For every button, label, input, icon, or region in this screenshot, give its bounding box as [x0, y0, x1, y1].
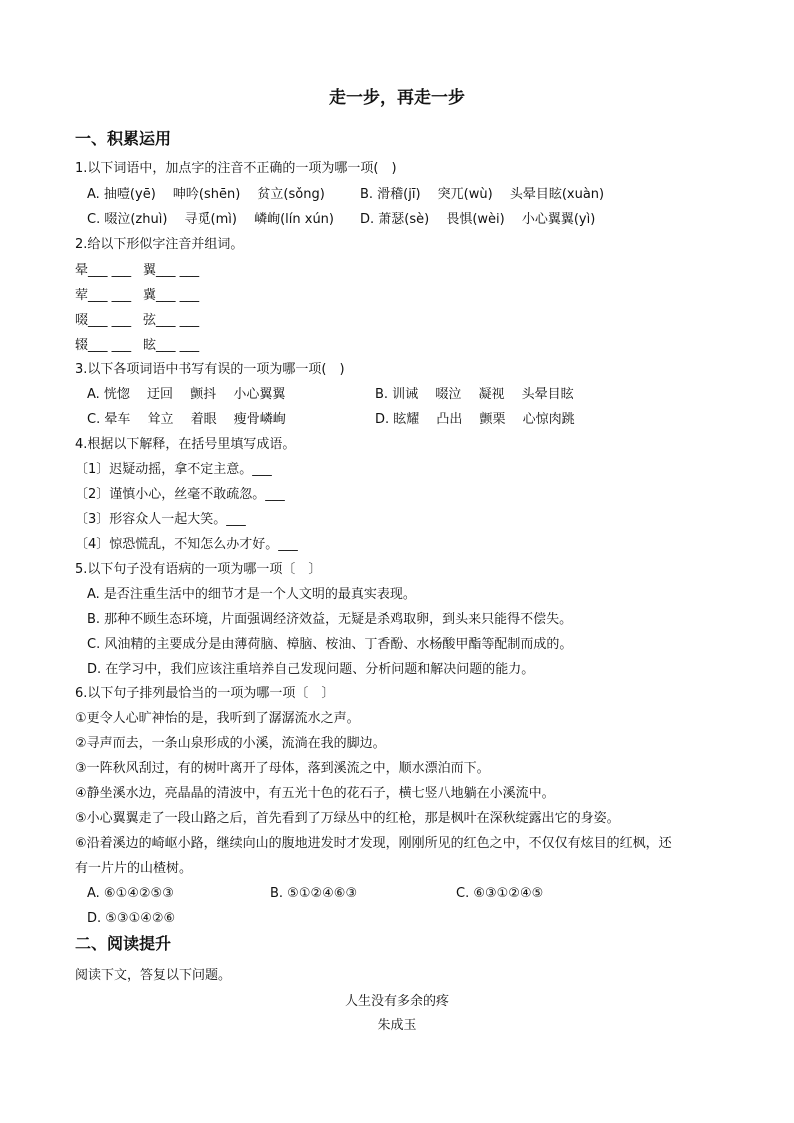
article-title: 人生没有多余的疼 [344, 994, 449, 1009]
document-title: 走一步，再走一步 [329, 88, 465, 108]
char-row-1-right: 翼___ ___ [143, 263, 200, 278]
question-6-option-c: C. ⑥③①②④⑤ [456, 886, 544, 901]
question-5-option-c: C. 风油精的主要成分是由薄荷脑、樟脑、桉油、丁香酚、水杨酸甲酯等配制而成的。 [87, 637, 573, 652]
question-4-item-3: 〔3〕形容众人一起大笑。___ [75, 512, 246, 527]
question-4-item-4: 〔4〕惊恐慌乱，不知怎么办才好。___ [75, 537, 298, 552]
question-5-option-b: B. 那种不顾生态环境，片面强调经济效益，无疑是杀鸡取卵，到头来只能得不偿失。 [87, 612, 573, 627]
char-row-3-right: 弦___ ___ [143, 313, 200, 328]
question-3-stem: 3.以下各项词语中书写有误的一项为哪一项( ) [75, 362, 345, 377]
section-heading-2: 二、阅读提升 [75, 934, 172, 953]
char-row-2-left: 荤___ ___ [75, 288, 132, 303]
sentence-1: ①更令人心旷神怡的是，我听到了潺潺流水之声。 [75, 711, 360, 726]
char-row-1-left: 晕___ ___ [75, 263, 132, 278]
question-3-option-b: B. 训诫 啜泣 凝视 头晕目眩 [375, 387, 574, 402]
question-4-stem: 4.根据以下解释，在括号里填写成语。 [75, 437, 296, 452]
question-4-item-1: 〔1〕迟疑动摇，拿不定主意。___ [75, 462, 272, 477]
question-3-option-a: A. 恍惚 迂回 颤抖 小心翼翼 [87, 387, 286, 402]
sentence-6: ⑥沿着溪边的崎岖小路，继续向山的腹地进发时才发现，刚刚所见的红色之中，不仅仅有炫目的红枫，还 [75, 836, 672, 851]
question-2-stem: 2.给以下形似字注音并组词。 [75, 237, 244, 252]
question-1-stem: 1.以下词语中，加点字的注音不正确的一项为哪一项( ) [75, 161, 397, 176]
question-6-option-b: B. ⑤①②④⑥③ [270, 886, 358, 901]
question-5-stem: 5.以下句子没有语病的一项为哪一项〔 〕 [75, 562, 322, 577]
char-row-4-right: 眩___ ___ [143, 338, 200, 353]
question-1-option-b: B. 滑稽(jī) 突兀(wù) 头晕目眩(xuàn) [360, 187, 605, 202]
question-3-option-d: D. 眩耀 凸出 颤栗 心惊肉跳 [375, 412, 575, 427]
question-1-option-c: C. 啜泣(zhuì) 寻觅(mì) 嶙峋(lín xún) [87, 212, 334, 227]
sentence-6-continued: 有一片片的山楂树。 [75, 861, 193, 876]
section-heading-1: 一、积累运用 [75, 129, 172, 148]
sentence-4: ④静坐溪水边，亮晶晶的清波中，有五光十色的花石子，横七竖八地躺在小溪流中。 [75, 786, 555, 801]
question-6-stem: 6.以下句子排列最恰当的一项为哪一项〔 〕 [75, 686, 335, 701]
sentence-2: ②寻声而去，一条山泉形成的小溪，流淌在我的脚边。 [75, 736, 386, 751]
char-row-2-right: 冀___ ___ [143, 288, 200, 303]
question-5-option-d: D. 在学习中，我们应该注重培养自己发现问题、分析问题和解决问题的能力。 [87, 662, 535, 677]
question-5-option-a: A. 是否注重生活中的细节才是一个人文明的最真实表现。 [87, 587, 416, 602]
question-6-option-a: A. ⑥①④②⑤③ [87, 886, 174, 901]
question-4-item-2: 〔2〕谨慎小心，丝毫不敢疏忽。___ [75, 487, 285, 502]
sentence-3: ③一阵秋风刮过，有的树叶离开了母体，落到溪流之中，顺水漂泊而下。 [75, 761, 490, 776]
sentence-5: ⑤小心翼翼走了一段山路之后，首先看到了万绿丛中的红枪，那是枫叶在深秋绽露出它的身姿。 [75, 811, 620, 826]
article-author: 朱成玉 [377, 1018, 417, 1033]
question-6-option-d: D. ⑤③①④②⑥ [87, 911, 176, 926]
question-3-option-c: C. 晕车 耸立 着眼 瘦骨嶙峋 [87, 412, 286, 427]
reading-instruction: 阅读下文，答复以下问题。 [75, 968, 232, 983]
char-row-4-left: 辍___ ___ [75, 338, 132, 353]
question-1-option-d: D. 萧瑟(sè) 畏惧(wèi) 小心翼翼(yì) [360, 212, 596, 227]
char-row-3-left: 啜___ ___ [75, 313, 132, 328]
question-1-option-a: A. 抽噎(yē) 呻吟(shēn) 贫立(sǒng) [87, 187, 325, 202]
